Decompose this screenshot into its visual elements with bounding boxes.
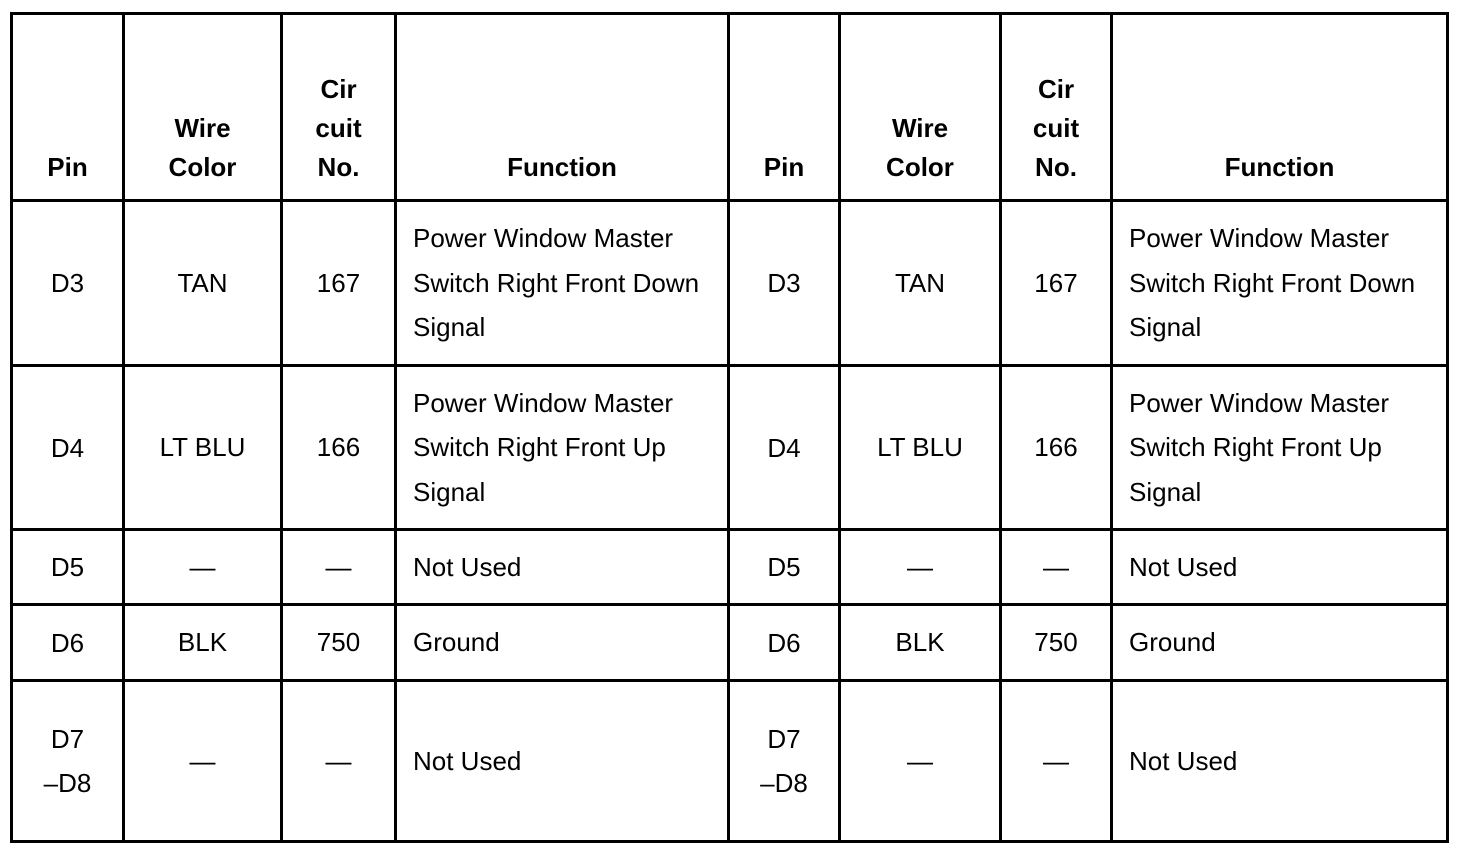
connector-pin-table xyxy=(10,12,1449,843)
cell-pin: D6 xyxy=(12,605,124,681)
cell-function: Ground xyxy=(1112,605,1448,681)
cell-wire-color: LT BLU xyxy=(840,366,1001,530)
cell-function: Not Used xyxy=(396,530,729,605)
header-circuit-no: Cir cuit No. xyxy=(282,14,396,201)
cell-circuit-no: 166 xyxy=(1001,366,1112,530)
cell-wire-color: — xyxy=(124,530,282,605)
cell-circuit-no: 750 xyxy=(282,605,396,681)
cell-wire-color: — xyxy=(840,681,1001,842)
cell-wire-color: LT BLU xyxy=(124,366,282,530)
cell-function: Not Used xyxy=(1112,530,1448,605)
cell-function: Power Window Master Switch Right Front Up Signal xyxy=(1112,366,1448,530)
cell-circuit-no: — xyxy=(282,530,396,605)
header-pin: Pin xyxy=(729,14,840,201)
cell-function: Not Used xyxy=(396,681,729,842)
cell-wire-color: — xyxy=(124,681,282,842)
cell-pin: D5 xyxy=(729,530,840,605)
cell-function: Power Window Master Switch Right Front Up Signal xyxy=(396,366,729,530)
cell-pin: D4 xyxy=(12,366,124,530)
header-wire-color: Wire Color xyxy=(840,14,1001,201)
cell-circuit-no: — xyxy=(1001,681,1112,842)
header-function: Function xyxy=(1112,14,1448,201)
cell-wire-color: — xyxy=(840,530,1001,605)
table-row xyxy=(12,201,1448,366)
cell-pin: D6 xyxy=(729,605,840,681)
cell-circuit-no: — xyxy=(282,681,396,842)
cell-function: Power Window Master Switch Right Front Down Signal xyxy=(396,201,729,366)
cell-pin: D5 xyxy=(12,530,124,605)
table-row xyxy=(12,681,1448,842)
cell-function: Ground xyxy=(396,605,729,681)
header-pin: Pin xyxy=(12,14,124,201)
cell-circuit-no: 750 xyxy=(1001,605,1112,681)
header-function: Function xyxy=(396,14,729,201)
cell-wire-color: TAN xyxy=(124,201,282,366)
cell-pin: D3 xyxy=(12,201,124,366)
cell-function: Power Window Master Switch Right Front Down Signal xyxy=(1112,201,1448,366)
cell-pin: D7 –D8 xyxy=(729,681,840,842)
header-row xyxy=(12,14,1448,201)
cell-function: Not Used xyxy=(1112,681,1448,842)
cell-wire-color: TAN xyxy=(840,201,1001,366)
cell-wire-color: BLK xyxy=(840,605,1001,681)
cell-circuit-no: — xyxy=(1001,530,1112,605)
cell-circuit-no: 167 xyxy=(282,201,396,366)
table-row xyxy=(12,366,1448,530)
cell-pin: D4 xyxy=(729,366,840,530)
table-row xyxy=(12,605,1448,681)
header-wire-color: Wire Color xyxy=(124,14,282,201)
cell-circuit-no: 166 xyxy=(282,366,396,530)
cell-pin: D7 –D8 xyxy=(12,681,124,842)
cell-wire-color: BLK xyxy=(124,605,282,681)
cell-pin: D3 xyxy=(729,201,840,366)
table-row xyxy=(12,530,1448,605)
cell-circuit-no: 167 xyxy=(1001,201,1112,366)
header-circuit-no: Cir cuit No. xyxy=(1001,14,1112,201)
